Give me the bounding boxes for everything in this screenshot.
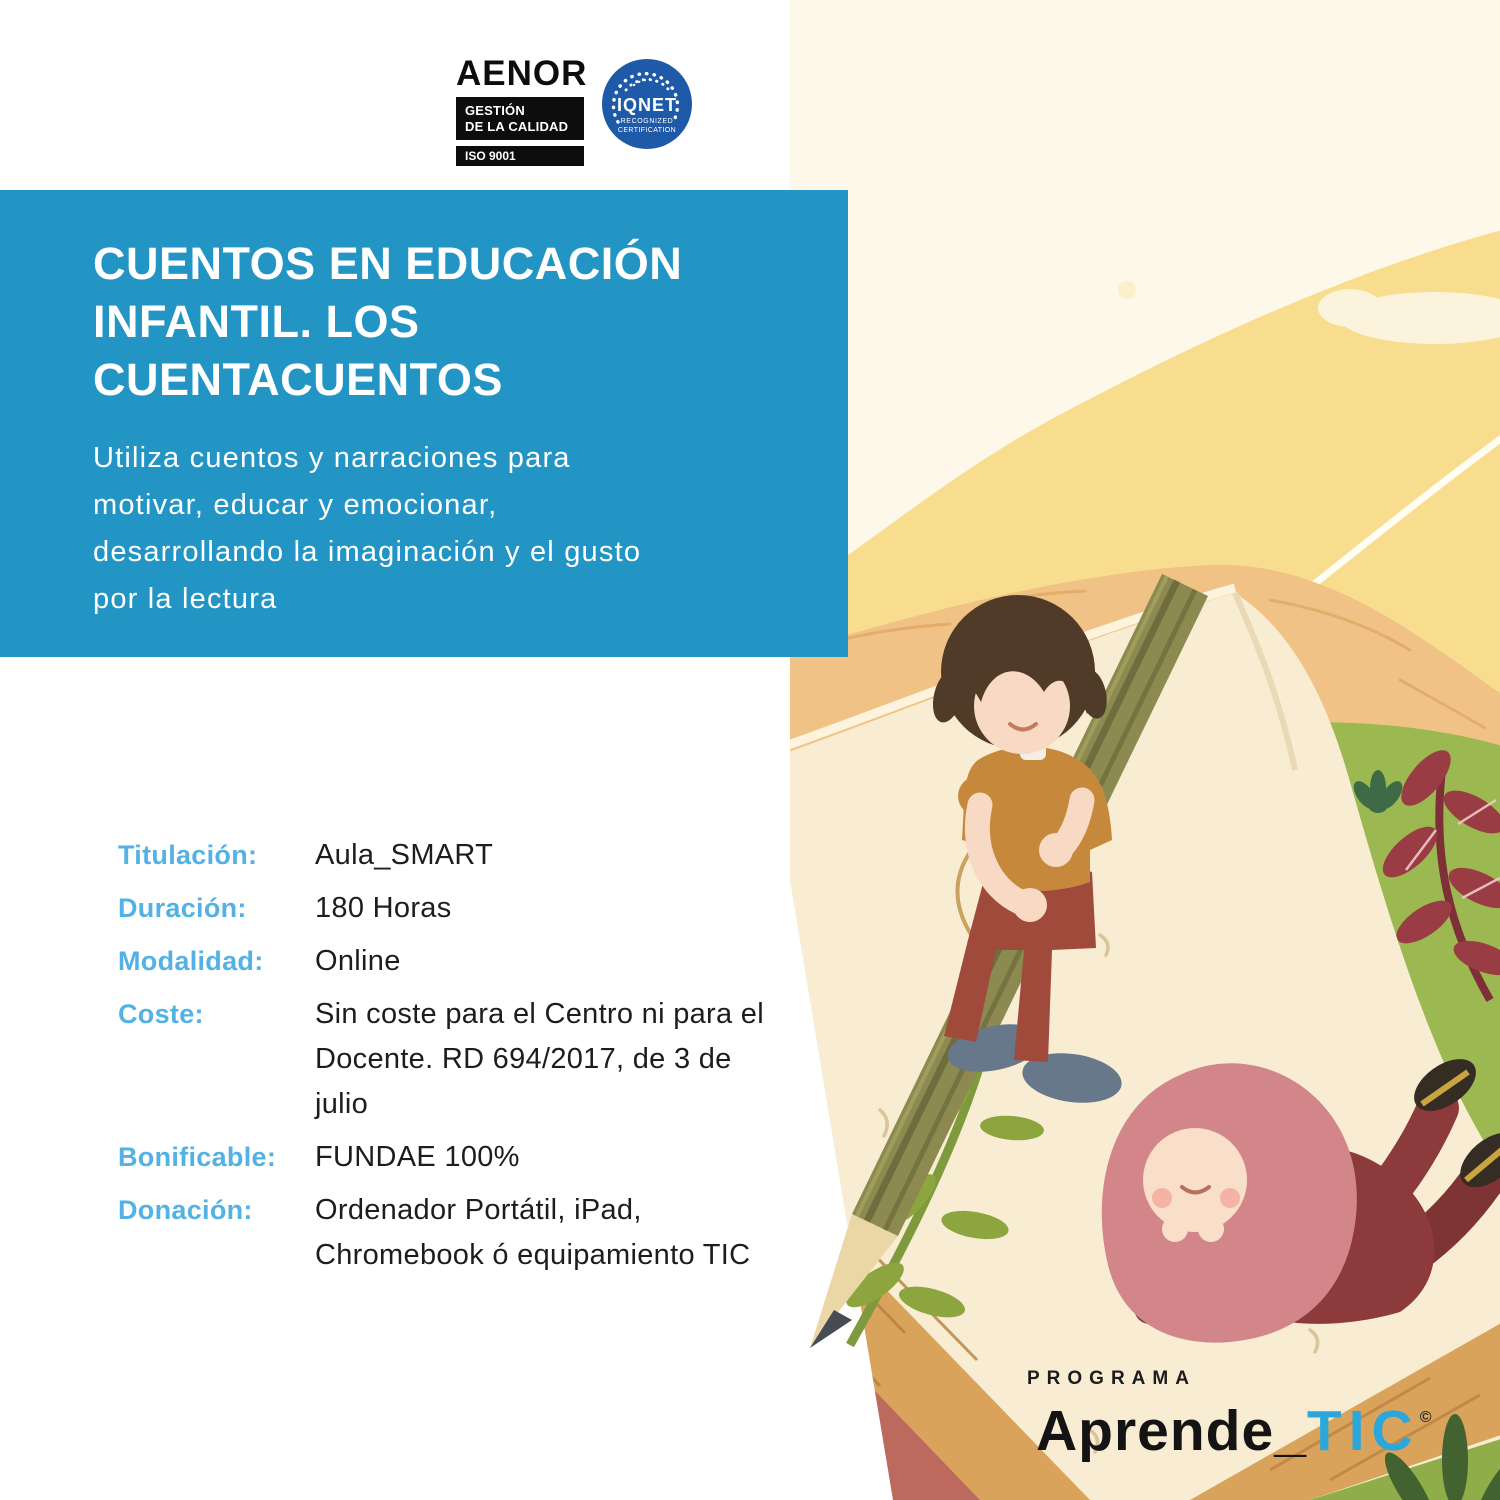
svg-text:RECOGNIZED: RECOGNIZED bbox=[620, 118, 674, 125]
detail-row-modalidad bbox=[118, 939, 765, 984]
iqnet-wordmark: IQNET bbox=[616, 95, 678, 115]
svg-text:CERTIFICATION: CERTIFICATION bbox=[617, 127, 677, 134]
program-brand-accent: TIC bbox=[1306, 1399, 1420, 1463]
detail-value: Sin coste para el Centro ni para el Docente. RD 694/2017, de 3 de julio bbox=[315, 998, 764, 1120]
detail-value: Aula_SMART bbox=[315, 839, 494, 871]
storybook-illustration bbox=[790, 0, 1500, 1500]
detail-value: Online bbox=[315, 945, 401, 977]
hero-banner bbox=[0, 190, 848, 657]
detail-row-donacion bbox=[118, 1188, 765, 1278]
course-subtitle: Utiliza cuentos y narraciones para motivar, educar y emocionar, desarrollando la imaginación y el gusto por la lectura bbox=[93, 442, 642, 615]
detail-value: 180 Horas bbox=[315, 892, 452, 924]
copyright-symbol: © bbox=[1419, 1409, 1432, 1426]
detail-row-titulacion bbox=[118, 833, 765, 878]
detail-row-duracion bbox=[118, 886, 765, 931]
detail-label: Modalidad: bbox=[118, 946, 264, 976]
aenor-certification-logo bbox=[456, 54, 588, 166]
detail-label: Titulación: bbox=[118, 840, 258, 870]
detail-label: Donación: bbox=[118, 1195, 253, 1225]
aenor-quality-label: GESTIÓN DE LA CALIDAD bbox=[456, 97, 584, 140]
aenor-iso-label: ISO 9001 bbox=[456, 146, 584, 166]
program-brand-dark: Aprende_ bbox=[1036, 1399, 1307, 1463]
detail-label: Bonificable: bbox=[118, 1142, 277, 1172]
course-title: CUENTOS EN EDUCACIÓN INFANTIL. LOS CUENTACUENTOS bbox=[93, 238, 683, 405]
detail-value: FUNDAE 100% bbox=[315, 1141, 520, 1173]
detail-row-coste bbox=[118, 992, 765, 1127]
aenor-wordmark: AENOR bbox=[456, 54, 588, 93]
detail-value: Ordenador Portátil, iPad, Chromebook ó equipamiento TIC bbox=[315, 1194, 751, 1271]
program-brand-logo bbox=[1036, 1398, 1432, 1464]
detail-row-bonificable bbox=[118, 1135, 765, 1180]
program-kicker: PROGRAMA bbox=[1027, 1368, 1196, 1389]
iqnet-certification-logo bbox=[601, 58, 693, 150]
detail-label: Coste: bbox=[118, 999, 204, 1029]
course-details-list bbox=[118, 833, 765, 1286]
detail-label: Duración: bbox=[118, 893, 247, 923]
storybook-illustration-svg bbox=[790, 0, 1500, 1500]
